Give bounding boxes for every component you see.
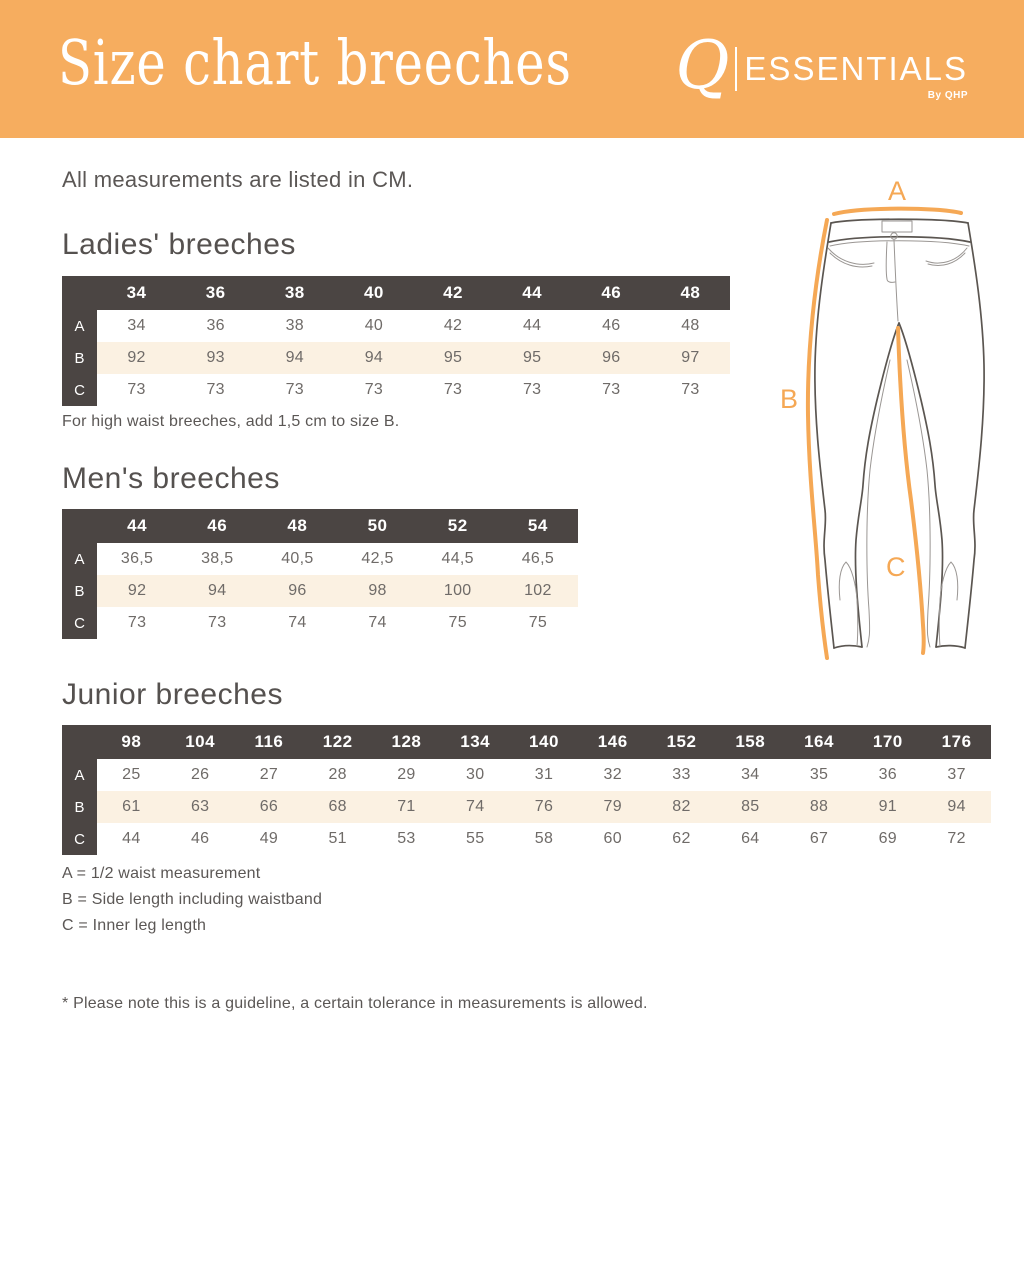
value-cell: 73 (334, 374, 413, 406)
size-header-cell: 44 (493, 276, 572, 310)
value-cell: 94 (922, 791, 991, 823)
value-cell: 25 (97, 759, 166, 791)
size-header-cell: 36 (176, 276, 255, 310)
value-cell: 38 (255, 310, 334, 342)
value-cell: 35 (785, 759, 854, 791)
mens-section-heading: Men's breeches (62, 462, 280, 495)
value-cell: 97 (651, 342, 730, 374)
size-header-cell: 104 (166, 725, 235, 759)
table-row (62, 374, 730, 406)
logo-divider (735, 47, 737, 91)
row-label-cell: B (62, 342, 97, 374)
size-header-cell: 152 (647, 725, 716, 759)
header-banner (0, 0, 1024, 138)
brand-logo (675, 27, 968, 104)
row-label-cell: C (62, 607, 97, 639)
value-cell: 27 (235, 759, 304, 791)
value-cell: 71 (372, 791, 441, 823)
table-row (62, 823, 991, 855)
value-cell: 74 (257, 607, 337, 639)
value-cell: 94 (334, 342, 413, 374)
value-cell: 94 (177, 575, 257, 607)
value-cell: 64 (716, 823, 785, 855)
value-cell: 44 (493, 310, 572, 342)
size-header-cell: 134 (441, 725, 510, 759)
row-label-cell: A (62, 310, 97, 342)
value-cell: 66 (235, 791, 304, 823)
tolerance-footnote: * Please note this is a guideline, a certain tolerance in measurements is allowed. (62, 995, 648, 1012)
size-header-cell: 50 (337, 509, 417, 543)
value-cell: 73 (97, 374, 176, 406)
row-label-cell: A (62, 543, 97, 575)
table-corner-cell (62, 509, 97, 543)
value-cell: 26 (166, 759, 235, 791)
page-title: Size chart breeches (58, 26, 572, 99)
value-cell: 37 (922, 759, 991, 791)
size-header-cell: 48 (257, 509, 337, 543)
value-cell: 73 (255, 374, 334, 406)
size-header-cell: 40 (334, 276, 413, 310)
junior-section-heading: Junior breeches (62, 678, 283, 711)
logo-q-glyph: Q (675, 27, 730, 104)
diagram-label-a: A (888, 176, 907, 206)
row-label-cell: C (62, 374, 97, 406)
size-header-cell: 140 (510, 725, 579, 759)
value-cell: 62 (647, 823, 716, 855)
measurement-legend (62, 861, 322, 939)
size-header-cell: 158 (716, 725, 785, 759)
value-cell: 75 (418, 607, 498, 639)
value-cell: 69 (853, 823, 922, 855)
value-cell: 48 (651, 310, 730, 342)
value-cell: 49 (235, 823, 304, 855)
table-row (62, 310, 730, 342)
value-cell: 100 (418, 575, 498, 607)
value-cell: 42 (414, 310, 493, 342)
row-label-cell: C (62, 823, 97, 855)
value-cell: 44 (97, 823, 166, 855)
value-cell: 73 (651, 374, 730, 406)
value-cell: 29 (372, 759, 441, 791)
table-row (62, 759, 991, 791)
breeches-diagram (770, 168, 1024, 713)
table-row (62, 342, 730, 374)
ladies-section-heading: Ladies' breeches (62, 228, 296, 261)
value-cell: 73 (97, 607, 177, 639)
value-cell: 96 (257, 575, 337, 607)
size-header-cell: 44 (97, 509, 177, 543)
size-header-cell: 38 (255, 276, 334, 310)
value-cell: 76 (510, 791, 579, 823)
value-cell: 92 (97, 575, 177, 607)
value-cell: 34 (97, 310, 176, 342)
value-cell: 36,5 (97, 543, 177, 575)
ladies-size-table (62, 276, 730, 406)
table-row (62, 607, 578, 639)
value-cell: 95 (414, 342, 493, 374)
value-cell: 46 (166, 823, 235, 855)
diagram-label-b: B (780, 384, 799, 414)
value-cell: 73 (572, 374, 651, 406)
legend-line-b: B = Side length including waistband (62, 891, 323, 908)
value-cell: 40,5 (257, 543, 337, 575)
legend-line-c: C = Inner leg length (62, 917, 207, 934)
size-header-cell: 48 (651, 276, 730, 310)
junior-size-table (62, 725, 991, 855)
value-cell: 85 (716, 791, 785, 823)
mens-size-table (62, 509, 578, 639)
high-waist-note: For high waist breeches, add 1,5 cm to size B. (62, 413, 400, 430)
size-header-cell: 98 (97, 725, 166, 759)
size-header-cell: 46 (572, 276, 651, 310)
logo-wordmark (744, 50, 968, 101)
value-cell: 55 (441, 823, 510, 855)
value-cell: 33 (647, 759, 716, 791)
size-header-row (62, 725, 991, 759)
size-header-cell: 170 (853, 725, 922, 759)
table-row (62, 791, 991, 823)
size-header-cell: 42 (414, 276, 493, 310)
value-cell: 46 (572, 310, 651, 342)
table-row (62, 543, 578, 575)
size-header-cell: 164 (785, 725, 854, 759)
value-cell: 36 (853, 759, 922, 791)
value-cell: 67 (785, 823, 854, 855)
measure-line-a (834, 209, 961, 214)
measurements-intro-text: All measurements are listed in CM. (62, 167, 414, 192)
value-cell: 91 (853, 791, 922, 823)
diagram-label-c: C (886, 552, 906, 582)
size-header-cell: 52 (418, 509, 498, 543)
value-cell: 74 (337, 607, 417, 639)
value-cell: 79 (578, 791, 647, 823)
size-header-cell: 116 (235, 725, 304, 759)
value-cell: 36 (176, 310, 255, 342)
table-corner-cell (62, 725, 97, 759)
row-label-cell: B (62, 791, 97, 823)
value-cell: 92 (97, 342, 176, 374)
value-cell: 30 (441, 759, 510, 791)
value-cell: 32 (578, 759, 647, 791)
value-cell: 72 (922, 823, 991, 855)
value-cell: 40 (334, 310, 413, 342)
size-header-cell: 128 (372, 725, 441, 759)
value-cell: 38,5 (177, 543, 257, 575)
value-cell: 53 (372, 823, 441, 855)
size-header-row (62, 276, 730, 310)
value-cell: 98 (337, 575, 417, 607)
value-cell: 96 (572, 342, 651, 374)
value-cell: 28 (303, 759, 372, 791)
value-cell: 51 (303, 823, 372, 855)
value-cell: 61 (97, 791, 166, 823)
value-cell: 73 (414, 374, 493, 406)
logo-byline: By QHP (927, 90, 968, 101)
row-label-cell: A (62, 759, 97, 791)
value-cell: 60 (578, 823, 647, 855)
value-cell: 68 (303, 791, 372, 823)
table-corner-cell (62, 276, 97, 310)
value-cell: 94 (255, 342, 334, 374)
value-cell: 42,5 (337, 543, 417, 575)
value-cell: 34 (716, 759, 785, 791)
value-cell: 82 (647, 791, 716, 823)
value-cell: 46,5 (498, 543, 578, 575)
size-header-cell: 176 (922, 725, 991, 759)
row-label-cell: B (62, 575, 97, 607)
size-header-cell: 54 (498, 509, 578, 543)
value-cell: 73 (176, 374, 255, 406)
value-cell: 58 (510, 823, 579, 855)
value-cell: 95 (493, 342, 572, 374)
value-cell: 74 (441, 791, 510, 823)
value-cell: 75 (498, 607, 578, 639)
size-header-cell: 146 (578, 725, 647, 759)
size-header-cell: 122 (303, 725, 372, 759)
value-cell: 44,5 (418, 543, 498, 575)
value-cell: 73 (177, 607, 257, 639)
table-row (62, 575, 578, 607)
size-header-cell: 34 (97, 276, 176, 310)
size-header-row (62, 509, 578, 543)
logo-essentials-text: ESSENTIALS (744, 50, 968, 87)
value-cell: 73 (493, 374, 572, 406)
value-cell: 93 (176, 342, 255, 374)
size-header-cell: 46 (177, 509, 257, 543)
value-cell: 88 (785, 791, 854, 823)
value-cell: 102 (498, 575, 578, 607)
legend-line-a: A = 1/2 waist measurement (62, 865, 261, 882)
value-cell: 31 (510, 759, 579, 791)
value-cell: 63 (166, 791, 235, 823)
